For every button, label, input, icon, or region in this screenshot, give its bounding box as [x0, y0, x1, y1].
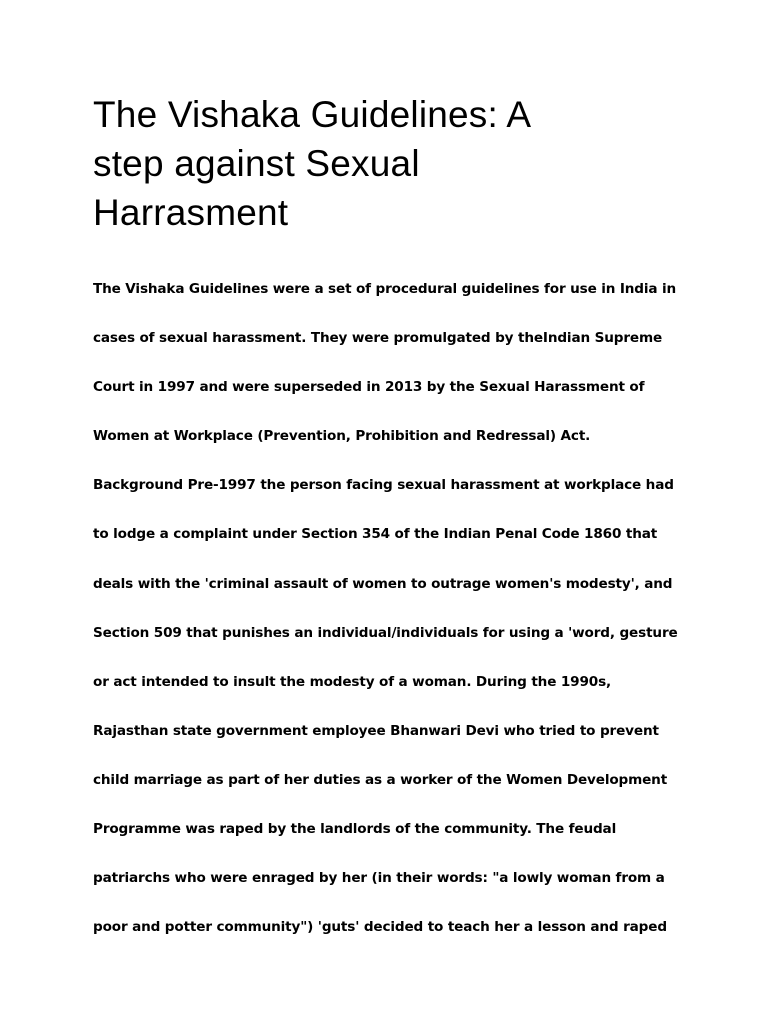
body-line: to lodge a complaint under Section 354 of the Indian Penal Code 1860 that [93, 526, 658, 543]
body-line: Section 509 that punishes an individual/individuals for using a 'word, gesture [93, 624, 678, 641]
document-title [93, 90, 683, 237]
body-line: or act intended to insult the modesty of a woman. During the 1990s, [93, 673, 612, 690]
body-line: poor and potter community") 'guts' decided to teach her a lesson and raped [93, 919, 667, 936]
body-line: deals with the 'criminal assault of women to outrage women's modesty', and [93, 575, 673, 592]
body-line: Background Pre-1997 the person facing sexual harassment at workplace had [93, 477, 674, 494]
document-page [93, 90, 683, 952]
body-line: Rajasthan state government employee Bhanwari Devi who tried to prevent [93, 722, 659, 739]
body-line: The Vishaka Guidelines were a set of procedural guidelines for use in India in [93, 281, 677, 297]
title-line: step against Sexual [93, 143, 420, 184]
body-line: Women at Workplace (Prevention, Prohibition and Redressal) Act. [93, 428, 591, 445]
title-line: Harrasment [93, 192, 289, 233]
document-body [93, 265, 683, 952]
body-line: child marriage as part of her duties as a worker of the Women Development [93, 771, 668, 788]
body-line: patriarchs who were enraged by her (in their words: "a lowly woman from a [93, 870, 665, 887]
body-line: cases of sexual harassment. They were promulgated by theIndian Supreme [93, 330, 663, 347]
body-line: Court in 1997 and were superseded in 2013 by the Sexual Harassment of [93, 379, 645, 396]
title-line: The Vishaka Guidelines: A [93, 94, 532, 135]
body-line: Programme was raped by the landlords of the community. The feudal [93, 821, 617, 838]
